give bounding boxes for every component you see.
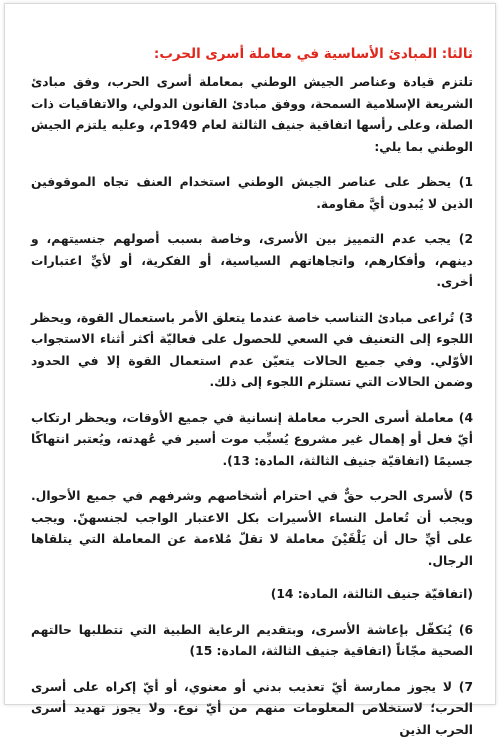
item-7: 7) لا يجوز ممارسة أيّ تعذيب بدني أو معنوي، أو أيّ إكراه على أسرى الحرب؛ لاستخلاص المعلومات منهم من أيّ نوع. ولا يجوز تهديد أسرى الحرب الذين: [31, 679, 473, 737]
section-heading: ثالثا: المبادئ الأساسية في معاملة أسرى الحرب:: [153, 46, 473, 62]
document-page: [4, 3, 496, 737]
item-1: 1) يحظر على عناصر الجيش الوطني استخدام العنف تجاه الموقوفين الذين لا يُبدون أيَّ مقاومة.: [31, 175, 473, 211]
item-5: 5) لأسرى الحرب حقٌّ في احترام أشخاصهم وشرفهم في جميع الأحوال. ويجب أن تُعامل النساء الأسيرات بكل الاعتبار الواجب لجنسهنّ. ويجب على أيِّ حال أن يَلْقَيْنَ معاملة لا تقلّ مُلاءمة عن المعاملة التي يتلقاها الرجال.: [31, 489, 473, 568]
intro-paragraph: تلتزم قيادة وعناصر الجيش الوطني بمعاملة أسرى الحرب، وفق مبادئ الشريعة الإسلامية السمحة، ووفق مبادئ القانون الدولي، والاتفاقيات ذات الصلة، وعلى رأسها اتفاقية جنيف الثالثة لعام 1949م، وعليه يلتزم الجيش الوطني بما يلي:: [31, 75, 473, 154]
item-3: 3) تُراعى مبادئ التناسب خاصة عندما يتعلق الأمر باستعمال القوة، ويحظر اللجوء إلى التعنيف في السعي للحصول على فعاليّة أكثر أثناء الاستجواب الأوّلي. وفي جميع الحالات يتعيّن عدم استعمال القوة إلا في الحدود وضمن الحالات التي تستلزم اللجوء إلى ذلك.: [31, 310, 473, 389]
item-4: 4) معاملة أسرى الحرب معاملة إنسانية في جميع الأوقات، ويحظر ارتكاب أيّ فعل أو إهمال غير مشروع يُسبِّب موت أسير في عُهدته، ويُعتبر انتهاكًا جسيمًا (اتفاقيّة جنيف الثالثة، المادة: 13).: [31, 410, 473, 468]
item-5-citation: (اتفاقيّة جنيف الثالثة، المادة: 14): [270, 587, 473, 601]
document-body: [31, 44, 473, 755]
item-6: 6) يُتكفّل بإعاشة الأسرى، وبتقديم الرعاية الطبية التي تتطلبها حالتهم الصحية مجّاناً (اتفاقية جنيف الثالثة، المادة: 15): [31, 622, 473, 658]
item-2: 2) يجب عدم التمييز بين الأسرى، وخاصة بسبب أصولهم جنسيتهم، و دينهم، وأفكارهم، واتجاهاتهم السياسية، أو الفكرية، أو لأيِّ اعتبارات أخرى.: [31, 232, 473, 289]
